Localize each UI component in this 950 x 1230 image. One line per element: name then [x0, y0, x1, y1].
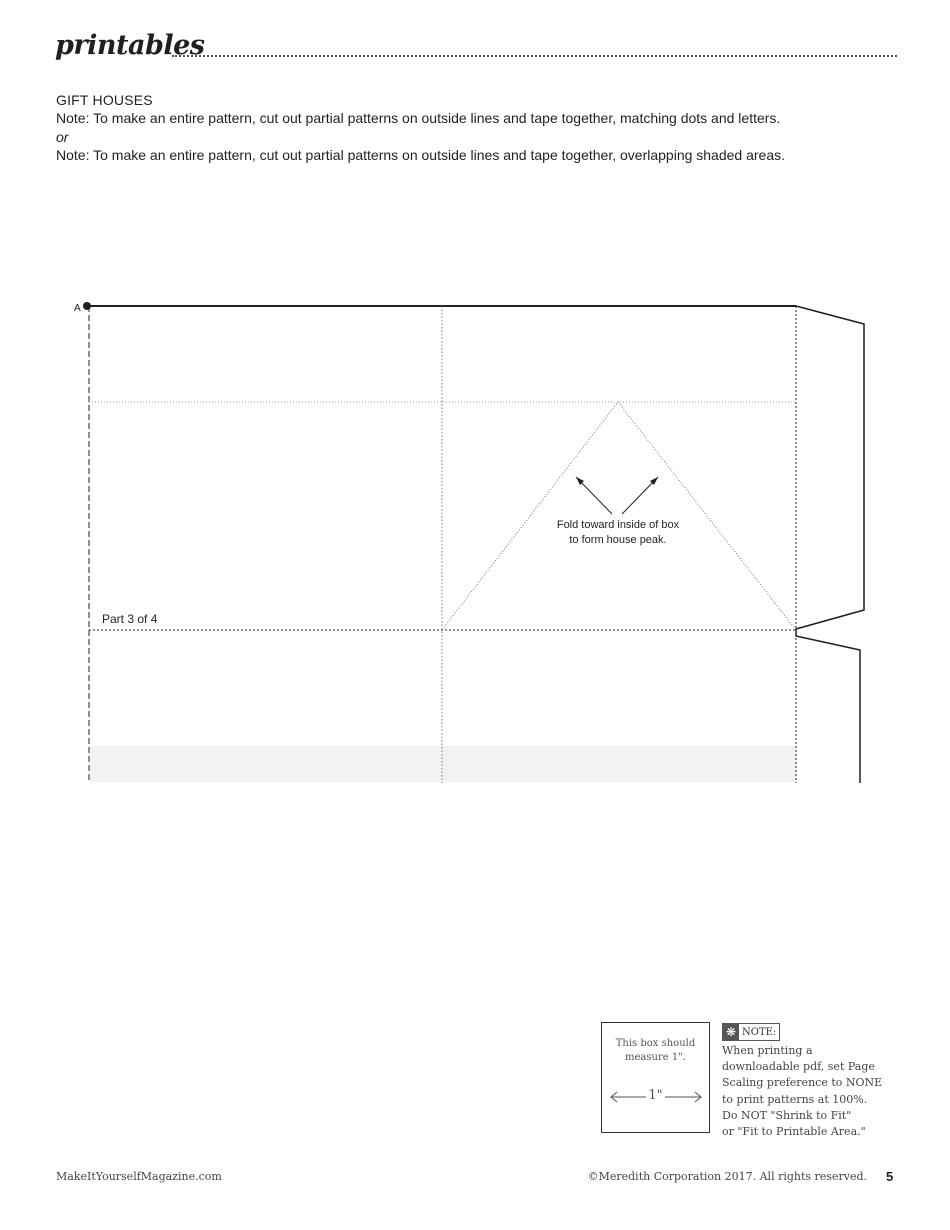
dimension-label: 1"	[648, 1088, 663, 1103]
or-separator: or	[56, 129, 69, 145]
footer-website: MakeItYourselfMagazine.com	[56, 1170, 222, 1183]
print-note-line: When printing a	[722, 1044, 813, 1057]
overlap-shaded-area	[90, 746, 796, 782]
part-label: Part 3 of 4	[102, 612, 158, 626]
note-text: To make an entire pattern, cut out partial patterns on outside lines and tape together, matching dots and letters.	[89, 110, 781, 126]
registration-dot-a	[83, 302, 91, 310]
print-note-text	[722, 1043, 922, 1140]
scale-check-line: This box should	[615, 1038, 696, 1049]
fold-instruction-line2: to form house peak.	[569, 534, 667, 546]
peak-fold-left	[442, 402, 618, 630]
note-label: Note:	[56, 147, 90, 163]
scale-check-box	[601, 1022, 710, 1133]
note-badge-label: NOTE:	[742, 1026, 777, 1038]
note-text: To make an entire pattern, cut out partial patterns on outside lines and tape together, overlapping shaded areas.	[89, 147, 786, 163]
print-note-line: or "Fit to Printable Area."	[722, 1125, 866, 1139]
scale-check-text	[606, 1037, 705, 1065]
fold-instruction-line1: Fold toward inside of box	[556, 519, 680, 531]
note-label: Note:	[56, 110, 90, 126]
footer-copyright: ©Meredith Corporation 2017. All rights reserved.	[587, 1170, 867, 1183]
print-note-line: downloadable pdf, set Page	[722, 1060, 875, 1074]
corner-letter: A	[74, 303, 81, 314]
print-note-line: Do NOT "Shrink to Fit"	[722, 1108, 852, 1122]
brand-title: printables	[55, 30, 205, 61]
note-badge	[722, 1023, 780, 1041]
print-note-line: Scaling preference to NONE	[722, 1076, 883, 1090]
section-title: GIFT HOUSES	[56, 92, 153, 108]
flower-icon: ❋	[723, 1024, 739, 1040]
scale-check-line: measure 1".	[625, 1052, 686, 1063]
tab-cut-line	[796, 306, 864, 783]
page-number: 5	[886, 1169, 894, 1184]
peak-fold-right	[618, 402, 796, 630]
print-note-line: to print patterns at 100%.	[722, 1092, 868, 1106]
